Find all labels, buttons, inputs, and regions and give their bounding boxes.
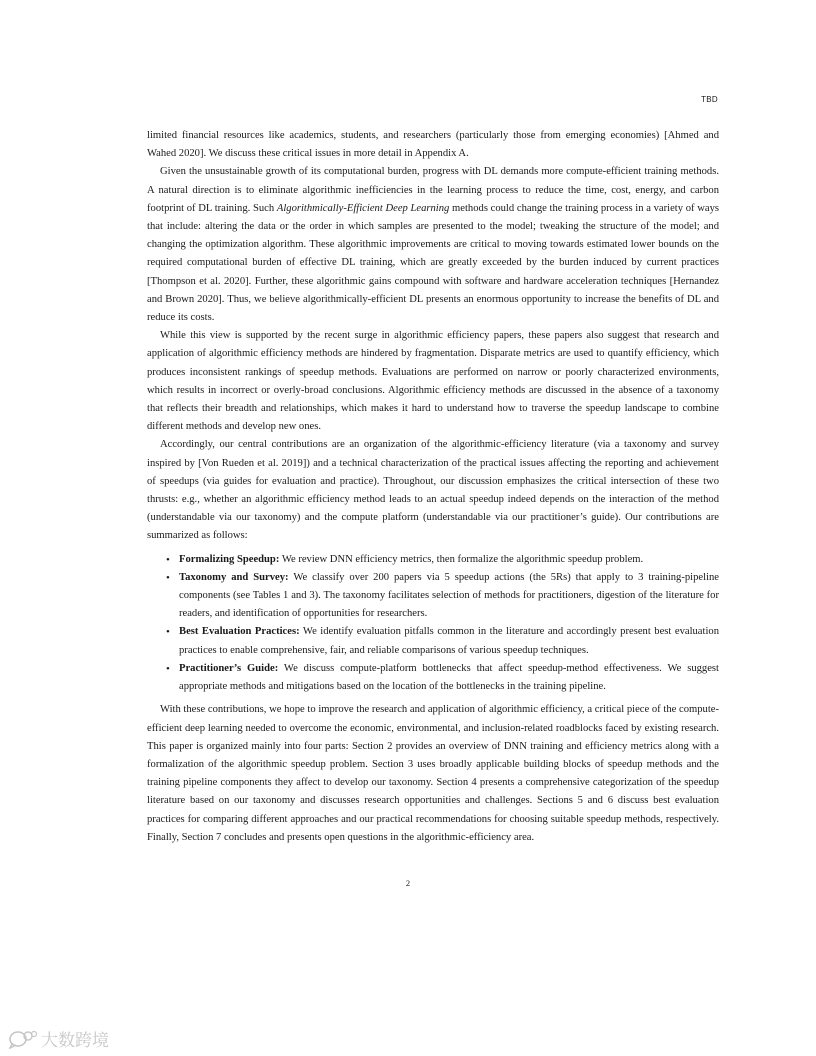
paragraph-4: Accordingly, our central contributions are an organization of the algorithmic-efficiency literature (via a taxonomy and survey inspired by [Von Rueden et al. 2019]) and a technical characterization of the practical issues affecting the reporting and achievement of speedups (via guides for evaluation and practice). Throughout, our discussion emphasizes the critical intersection of these two thrusts: e.g., whether an algorithmic efficiency method leads to an actual speedup indeed depends on the interaction of the method (understandable via our taxonomy) and the compute platform (understandable via our practitioner’s guide). Our contributions are summarized as follows: [147, 439, 719, 542]
contribution-text: We review DNN efficiency metrics, then formalize the algorithmic speedup problem. [279, 553, 644, 565]
watermark [8, 1026, 109, 1051]
contribution-title: Best Evaluation Practices: [179, 626, 300, 638]
contribution-text: We discuss compute-platform bottlenecks that affect speedup-method effectiveness. We suggest appropriate methods and mitigations based on the location of the bottlenecks in the training pipeline. [179, 662, 719, 693]
emphasized-term: Algorithmically-Efficient Deep Learning [276, 202, 450, 214]
contribution-item [179, 660, 719, 696]
paragraph-2 [147, 163, 719, 327]
contribution-text: We identify evaluation pitfalls common in the literature and accordingly present best evaluation practices to enable comprehensive, fair, and reliable comparisons of various speedup techniques. [179, 626, 719, 656]
paragraph-2-part-a: Given the unsustainable growth of its computational burden, progress with DL demands more compute-efficient training methods. A natural direction is to eliminate algorithmic inefficiencies in the learning process to reduce the time, cost, energy, and carbon footprint of DL training. Such [147, 166, 719, 214]
speech-bubble-icon [8, 1029, 38, 1049]
page-number: 2 [405, 878, 411, 888]
watermark-text: 大数跨境 [41, 1031, 109, 1051]
contribution-item [179, 623, 719, 659]
contribution-title: Formalizing Speedup: [179, 553, 280, 565]
contribution-title: Taxonomy and Survey: [179, 571, 289, 583]
contributions-list [147, 551, 719, 697]
paragraph-1: limited financial resources like academics, students, and researchers (particularly those from emerging economies) [Ahmed and Wahed 2020]. We discuss these critical issues in more detail in Appendix A. [147, 130, 719, 160]
paragraph-2-part-b: methods could change the training process in a variety of ways that include: altering the data or the order in which samples are presented to the model; tweaking the structure of the model; and changing the optimization algorithm. These algorithmic improvements are critical to moving towards estimated lower bounds on the required computational burden of effective DL training, which are greatly exceeded by the burden induced by current practices [Thompson et al. 2020]. Further, these algorithmic gains compound with software and hardware acceleration techniques [Hernandez and Brown 2020]. Thus, we believe algorithmically-efficient DL presents an enormous opportunity to increase the benefits of DL and reduce its costs. [147, 202, 719, 324]
body-text [147, 127, 719, 847]
contribution-text: We classify over 200 papers via 5 speedup actions (the 5Rs) that apply to 3 training-pipeline components (see Tables 1 and 3). The taxonomy facilitates selection of methods for practitioners, digestion of the literature for readers, and identification of opportunities for researchers. [179, 571, 720, 620]
contribution-title: Practitioner’s Guide: [179, 662, 279, 674]
paragraph-5: With these contributions, we hope to improve the research and application of algorithmic efficiency, a critical piece of the compute-efficient deep learning needed to overcome the economic, environmental, and inclusion-related roadblocks faced by existing research. This paper is organized mainly into four parts: Section 2 provides an overview of DNN training and efficiency metrics along with a formalization of the algorithmic speedup problem. Section 3 uses broadly applicable building blocks of speedup methods and the training pipeline components they affect to develop our taxonomy. Section 4 presents a comprehensive categorization of the speedup literature based on our taxonomy and discusses research opportunities and challenges. Sections 5 and 6 discuss best evaluation practices for comparing different approaches and our practical recommendations for choosing suitable speedup methods, respectively. Finally, Section 7 concludes and presents open questions in the algorithmic-efficiency area. [147, 704, 719, 843]
running-head: TBD [701, 95, 718, 104]
contribution-item [179, 569, 719, 624]
paragraph-3: While this view is supported by the recent surge in algorithmic efficiency papers, these papers also suggest that research and application of algorithmic efficiency methods are hindered by fragmentation. Disparate metrics are used to quantify efficiency, which produces inconsistent rankings of speedup methods. Evaluations are performed on narrow or poorly characterized environments, which results in incorrect or overly-broad conclusions. Algorithmic efficiency methods are discussed in the absence of a taxonomy that reflects their breadth and relationships, which makes it hard to understand how to traverse the speedup landscape to combine different methods and develop new ones. [147, 330, 719, 433]
contribution-item [179, 551, 719, 569]
